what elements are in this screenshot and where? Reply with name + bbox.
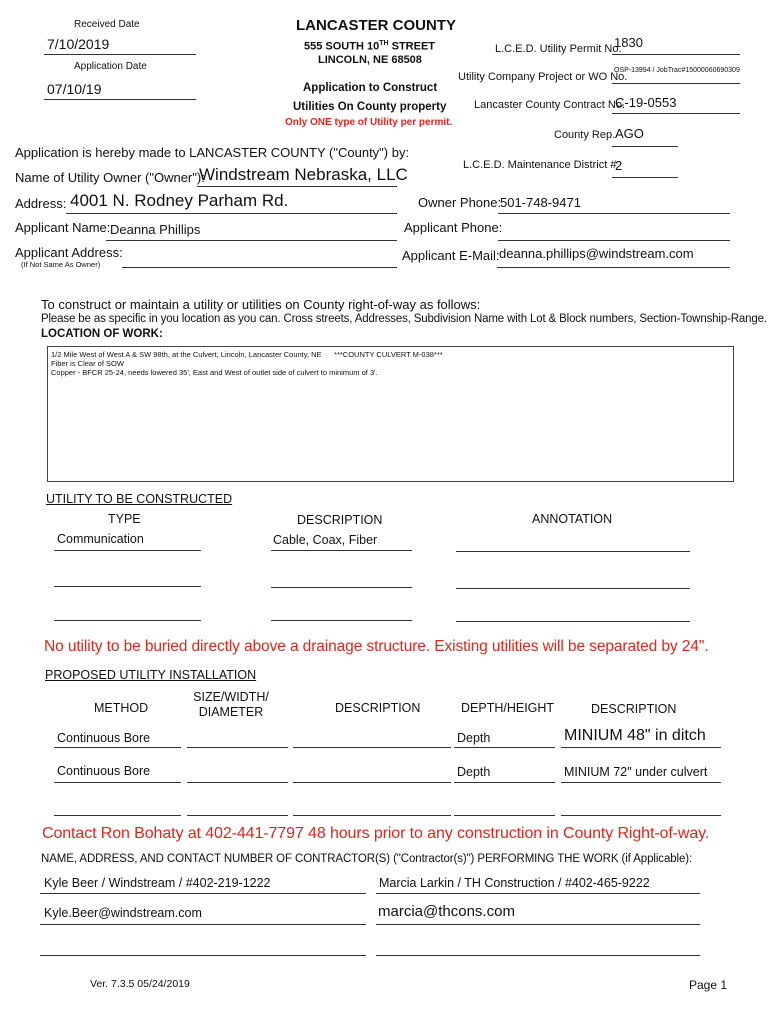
proposed-row-3-depth-underline	[454, 815, 555, 816]
proposed-row-2-size-underline	[187, 782, 288, 783]
contract-no-underline	[612, 113, 740, 114]
permit-no-value[interactable]: 1830	[614, 35, 643, 50]
received-date-underline	[44, 54, 196, 55]
owner-phone-underline	[498, 213, 730, 214]
page-number: Page 1	[689, 978, 728, 992]
received-date-value[interactable]: 7/10/2019	[47, 36, 110, 52]
proposed-col-method: METHOD	[94, 701, 149, 715]
utility-col-description: DESCRIPTION	[297, 513, 383, 527]
district-label: L.C.E.D. Maintenance District #	[463, 159, 617, 171]
proposed-row-3-description2-underline	[561, 815, 721, 816]
proposed-row-3-method-underline	[54, 815, 181, 816]
utility-row-3-annotation-underline	[456, 621, 690, 622]
applicant-phone-underline	[498, 240, 730, 241]
location-line-3: Copper - BFCR 25-24, needs lowered 35', East and West of outlet side of culvert to minimum of 3'.	[51, 368, 378, 377]
applicant-address-note: (If Not Same As Owner)	[21, 260, 101, 269]
utility-row-1-type-underline	[54, 550, 201, 551]
contractor-left-line-2-underline	[40, 924, 366, 925]
purpose-text: To construct or maintain a utility or utilities on County right-of-way as follows:	[41, 297, 481, 312]
proposed-row-2-description-underline	[293, 782, 451, 783]
utility-col-annotation: ANNOTATION	[532, 512, 613, 526]
utility-row-1-annotation-underline	[456, 551, 690, 552]
proposed-row-2-description2[interactable]: MINIUM 72" under culvert	[564, 765, 708, 779]
utility-row-1-type[interactable]: Communication	[57, 532, 144, 546]
contact-note: Contact Ron Bohaty at 402-441-7797 48 hours prior to any construction in County Right-of-way.	[42, 825, 710, 842]
permit-no-underline	[612, 54, 740, 55]
contractor-right-line-1-underline	[376, 893, 700, 894]
utility-row-2-annotation-underline	[456, 588, 690, 589]
applicant-name-value[interactable]: Deanna Phillips	[110, 222, 201, 237]
received-date-label: Received Date	[74, 19, 140, 30]
location-instructions: Please be as specific in you location as you can. Cross streets, Addresses, Subdivision Name with Lot & Block numbers, Section-Township-Range.	[41, 313, 767, 325]
owner-phone-value[interactable]: 501-748-9471	[500, 195, 581, 210]
proposed-col-description: DESCRIPTION	[335, 701, 421, 715]
contractor-right-line-3-underline	[376, 955, 700, 956]
owner-name-value[interactable]: Windstream Nebraska, LLC	[199, 165, 408, 184]
district-underline	[612, 177, 678, 178]
contractor-left-line-1[interactable]: Kyle Beer / Windstream / #402-219-1222	[44, 876, 271, 890]
application-date-value[interactable]: 07/10/19	[47, 81, 102, 97]
proposed-row-2-description2-underline	[561, 782, 721, 783]
application-subtitle: Utilities On County property	[293, 101, 447, 113]
one-type-note: Only ONE type of Utility per permit.	[285, 117, 453, 128]
proposed-row-2-depth[interactable]: Depth	[457, 765, 491, 779]
proposed-row-1-depth-underline	[454, 747, 555, 748]
district-value[interactable]: 2	[615, 158, 623, 173]
proposed-row-1-description-underline	[293, 747, 451, 748]
contractor-right-line-2-underline	[376, 924, 700, 925]
wo-no-underline	[612, 83, 740, 84]
wo-no-value[interactable]: OSP-13994 / JobTrac#15000060690309	[614, 67, 740, 74]
address-value[interactable]: 4001 N. Rodney Parham Rd.	[70, 191, 289, 210]
county-street: 555 SOUTH 10TH STREET	[304, 40, 435, 53]
county-rep-label: County Rep.	[554, 129, 616, 141]
utility-row-1-description[interactable]: Cable, Coax, Fiber	[273, 533, 378, 547]
utility-col-type: TYPE	[108, 512, 141, 526]
permit-no-label: L.C.E.D. Utility Permit No.	[495, 43, 622, 55]
proposed-row-1-depth[interactable]: Depth	[457, 731, 491, 745]
proposed-row-3-size-underline	[187, 815, 288, 816]
location-heading: LOCATION OF WORK:	[41, 328, 163, 340]
proposed-row-3-description-underline	[293, 815, 451, 816]
proposed-row-1-description2[interactable]: MINIUM 48" in ditch	[564, 727, 706, 744]
proposed-row-2-method[interactable]: Continuous Bore	[57, 764, 151, 778]
application-date-underline	[44, 99, 196, 100]
contractor-left-line-1-underline	[40, 893, 366, 894]
address-underline	[66, 213, 397, 214]
location-line-1: 1/2 Mile West of West A & SW 98th, at the Culvert, Lincoln, Lancaster County, NE ***COUNTY CULVERT M-038***	[51, 350, 443, 359]
drainage-note: No utility to be buried directly above a drainage structure. Existing utilities will be separated by 24".	[44, 638, 709, 655]
location-line-2: Fiber is Clear of SOW	[51, 359, 124, 368]
county-rep-underline	[612, 146, 678, 147]
applicant-name-label: Applicant Name:	[15, 220, 111, 235]
proposed-row-2-depth-underline	[454, 782, 555, 783]
application-title: Application to Construct	[303, 82, 438, 94]
location-textarea[interactable]	[47, 346, 734, 482]
applicant-email-label: Applicant E-Mail:	[402, 248, 500, 263]
address-label: Address:	[15, 196, 67, 211]
application-date-label: Application Date	[74, 61, 147, 72]
utility-row-3-description-underline	[271, 620, 412, 621]
contractor-right-line-2[interactable]: marcia@thcons.com	[378, 903, 515, 920]
contractor-left-line-3-underline	[40, 955, 366, 956]
proposed-row-1-description2-underline	[561, 747, 721, 748]
owner-phone-label: Owner Phone:	[418, 195, 502, 210]
applicant-email-underline	[497, 267, 730, 268]
contractor-left-line-2[interactable]: Kyle.Beer@windstream.com	[44, 906, 202, 920]
proposed-heading: PROPOSED UTILITY INSTALLATION	[45, 668, 257, 682]
contractor-right-line-1[interactable]: Marcia Larkin / TH Construction / #402-465-9222	[379, 876, 650, 890]
applicant-phone-label: Applicant Phone:	[404, 220, 503, 235]
applicant-address-underline	[122, 267, 397, 268]
contract-no-value[interactable]: C-19-0553	[615, 95, 677, 110]
utility-row-2-type-underline	[54, 586, 201, 587]
wo-no-label: Utility Company Project or WO No.	[458, 71, 628, 83]
applicant-email-value[interactable]: deanna.phillips@windstream.com	[499, 246, 694, 261]
proposed-row-1-size-underline	[187, 747, 288, 748]
application-intro: Application is hereby made to LANCASTER COUNTY ("County") by:	[15, 145, 410, 160]
utility-heading: UTILITY TO BE CONSTRUCTED	[46, 492, 233, 506]
version-label: Ver. 7.3.5 05/24/2019	[90, 978, 190, 990]
proposed-row-1-method-underline	[54, 747, 181, 748]
proposed-row-2-method-underline	[54, 782, 181, 783]
utility-row-1-description-underline	[271, 550, 412, 551]
proposed-col-depth: DEPTH/HEIGHT	[461, 701, 555, 715]
proposed-col-description2: DESCRIPTION	[591, 702, 677, 716]
owner-name-underline	[197, 186, 397, 187]
proposed-row-1-method[interactable]: Continuous Bore	[57, 731, 151, 745]
proposed-col-size: SIZE/WIDTH/ DIAMETER	[193, 690, 269, 719]
county-city: LINCOLN, NE 68508	[318, 54, 422, 66]
utility-row-2-description-underline	[271, 587, 412, 588]
utility-row-3-type-underline	[54, 620, 201, 621]
owner-name-label: Name of Utility Owner ("Owner"):	[15, 170, 205, 185]
applicant-address-label: Applicant Address:	[15, 245, 123, 260]
applicant-name-underline	[106, 240, 397, 241]
contractors-heading: NAME, ADDRESS, AND CONTACT NUMBER OF CONTRACTOR(S) ("Contractor(s)") PERFORMING THE WORK (if Applicable):	[41, 853, 693, 865]
contract-no-label: Lancaster County Contract No.	[474, 99, 626, 111]
county-rep-value[interactable]: AGO	[615, 126, 644, 141]
county-title: LANCASTER COUNTY	[296, 17, 456, 34]
